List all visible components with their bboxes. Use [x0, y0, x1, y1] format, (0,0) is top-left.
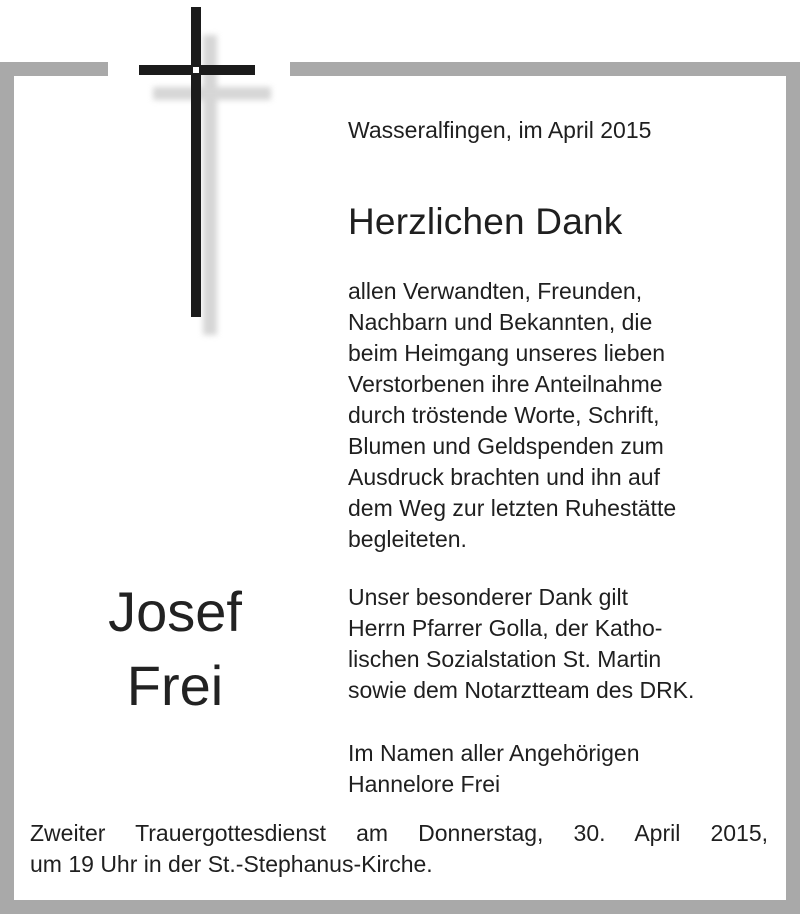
deceased-first-name: Josef [108, 580, 242, 643]
frame-bottom-border [0, 900, 800, 914]
special-thanks-line: Herrn Pfarrer Golla, der Katho- [348, 615, 663, 641]
frame-right-border [786, 62, 800, 914]
frame-top-left-border [0, 62, 108, 76]
cross-shadow-horizontal [153, 87, 271, 100]
special-thanks-line: sowie dem Notarztteam des DRK. [348, 677, 695, 703]
thanks-line: Verstorbenen ihre Anteilnahme [348, 371, 663, 397]
deceased-last-name: Frei [126, 654, 224, 717]
signature-name: Hannelore Frei [348, 771, 501, 797]
signature-line: Im Namen aller Angehörigen [348, 740, 640, 766]
thanks-line: Nachbarn und Bekannten, die [348, 309, 653, 335]
special-thanks-line: lischen Sozialstation St. Martin [348, 646, 662, 672]
thanks-line: beim Heimgang unseres lieben [348, 340, 666, 366]
service-notice-line: um 19 Uhr in der St.-Stephanus-Kirche. [30, 851, 433, 877]
service-notice-line: Zweiter Trauergottesdienst am Donnerstag, 30. April 2015, [30, 820, 768, 846]
frame-left-border [0, 62, 14, 914]
thanks-line: begleiteten. [348, 526, 467, 552]
special-thanks-paragraph [348, 582, 768, 706]
special-thanks-line: Unser besonderer Dank gilt [348, 584, 628, 610]
cross-icon [135, 5, 275, 335]
thanks-line: dem Weg zur letzten Ruhestätte [348, 495, 677, 521]
place-date: Wasseralfingen, im April 2015 [348, 117, 652, 143]
thanks-line: allen Verwandten, Freunden, [348, 278, 643, 304]
service-notice [30, 818, 768, 880]
cross-vertical-beam [191, 7, 201, 317]
thanks-heading: Herzlichen Dank [348, 201, 623, 242]
thanks-line: durch tröstende Worte, Schrift, [348, 402, 660, 428]
frame-top-right-border [290, 62, 800, 76]
thanks-paragraph [348, 276, 768, 555]
signature-block [348, 738, 768, 800]
thanks-line: Blumen und Geldspenden zum [348, 433, 664, 459]
cross-center-highlight [193, 67, 199, 73]
cross-shadow-vertical [203, 35, 217, 335]
thanks-line: Ausdruck brachten und ihn auf [348, 464, 660, 490]
